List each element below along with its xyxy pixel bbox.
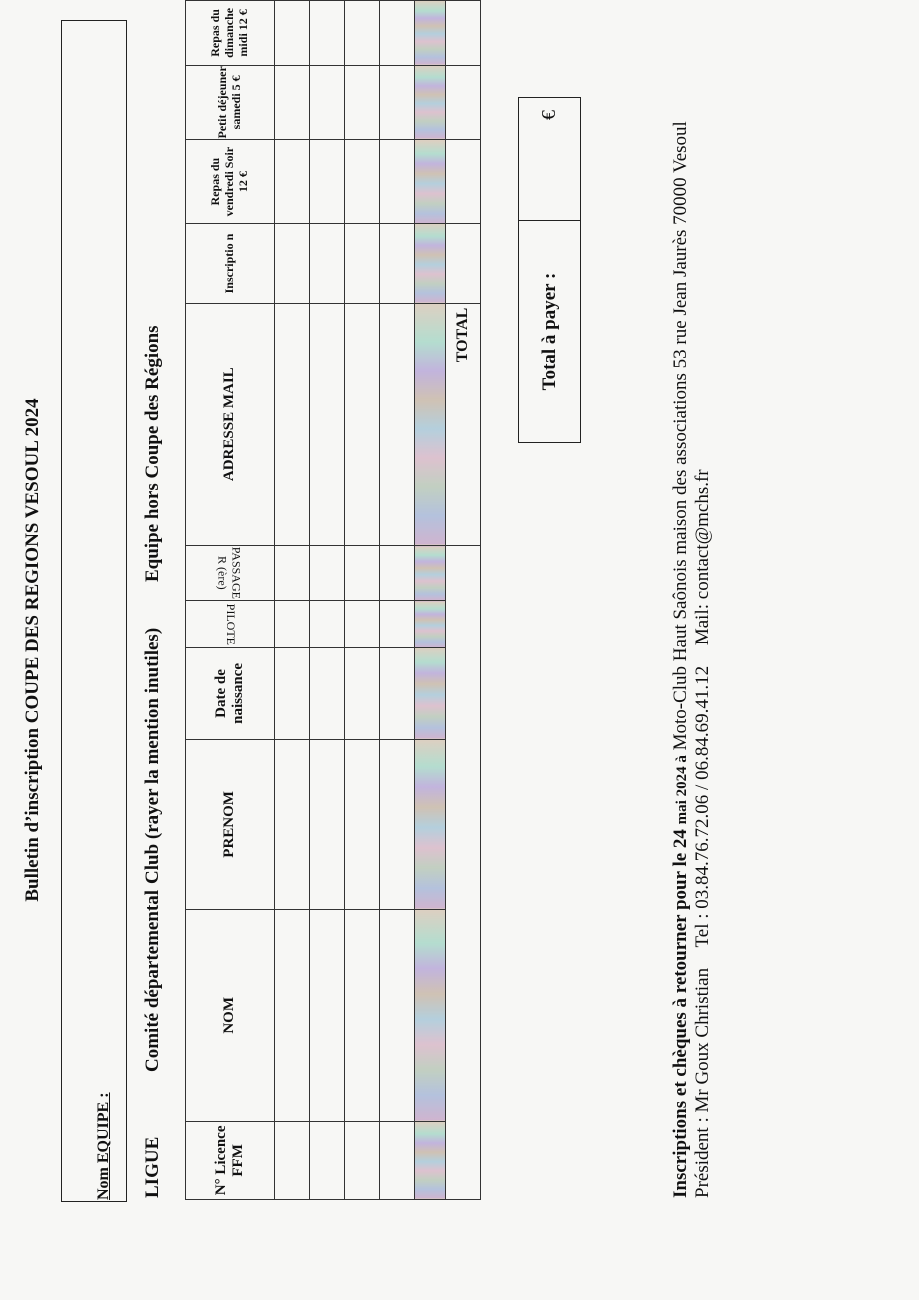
- header-naissance: Date de naissance: [186, 648, 275, 740]
- header-repas-dimanche: Repas du dimanche midi 12 €: [186, 1, 275, 66]
- cell-prenom[interactable]: [275, 739, 310, 909]
- header-prenom: PRENOM: [186, 739, 275, 909]
- form-title: Bulletin d’inscription COUPE DES REGIONS VESOUL 2024: [22, 398, 43, 902]
- cell-nom[interactable]: [275, 909, 310, 1121]
- header-nom: NOM: [186, 909, 275, 1121]
- table-row: [275, 1, 310, 1200]
- cell-passager[interactable]: [310, 545, 345, 600]
- return-instructions: [670, 121, 692, 1198]
- total-to-pay-box: [518, 97, 581, 443]
- cell-licence[interactable]: [380, 1121, 415, 1199]
- cell-passager[interactable]: [345, 545, 380, 600]
- cell-repas-vendredi[interactable]: [275, 139, 310, 224]
- cell-prenom[interactable]: [380, 739, 415, 909]
- cell-pilote[interactable]: [310, 601, 345, 648]
- team-name-label: Nom EQUIPE :: [95, 1092, 112, 1200]
- phone-numbers: Tel : 03.84.76.72.06 / 06.84.69.41.12: [692, 665, 713, 948]
- category-club: Club (rayer la mention inutiles): [142, 627, 163, 884]
- total-label: TOTAL: [446, 303, 481, 545]
- category-comite: Comité départemental: [142, 889, 163, 1072]
- header-repas-vendredi: Repas du vendredi Soir 12 €: [186, 139, 275, 224]
- cell-mail[interactable]: [345, 303, 380, 545]
- cell-pilote[interactable]: [275, 601, 310, 648]
- table-row: [310, 1, 345, 1200]
- cell-repas-vendredi[interactable]: [415, 139, 446, 224]
- cell-nom[interactable]: [380, 909, 415, 1121]
- cell-licence[interactable]: [345, 1121, 380, 1199]
- cell-pilote[interactable]: [380, 601, 415, 648]
- table-row: [345, 1, 380, 1200]
- total-inscription[interactable]: [446, 224, 481, 303]
- cell-naissance[interactable]: [345, 648, 380, 740]
- cell-nom[interactable]: [310, 909, 345, 1121]
- return-deadline: Inscriptions et chèques à retourner pour le 24: [670, 829, 691, 1198]
- cell-inscription[interactable]: [275, 224, 310, 303]
- category-equipe: Equipe hors Coupe des Régions: [142, 325, 163, 582]
- cell-pilote[interactable]: [415, 601, 446, 648]
- cell-naissance[interactable]: [310, 648, 345, 740]
- cell-repas-dimanche[interactable]: [275, 1, 310, 66]
- table-row-shaded: [415, 1, 446, 1200]
- cell-repas-dimanche[interactable]: [380, 1, 415, 66]
- cell-mail[interactable]: [275, 303, 310, 545]
- total-petit-dejeuner[interactable]: [446, 65, 481, 139]
- cell-inscription[interactable]: [310, 224, 345, 303]
- cell-licence[interactable]: [310, 1121, 345, 1199]
- header-mail: ADRESSE MAIL: [186, 303, 275, 545]
- total-repas-vendredi[interactable]: [446, 139, 481, 224]
- cell-petit-dejeuner[interactable]: [415, 65, 446, 139]
- club-address: Moto-Club Haut Saônois maison des associations 53 rue Jean Jaurès 70000 Vesoul: [670, 121, 691, 751]
- total-repas-dimanche[interactable]: [446, 1, 481, 66]
- return-deadline-month: mai 2024 à: [674, 755, 690, 825]
- header-licence: N° Licence FFM: [186, 1121, 275, 1199]
- team-name-box[interactable]: [61, 20, 127, 1202]
- cell-naissance[interactable]: [380, 648, 415, 740]
- table-header-row: [186, 1, 275, 1200]
- total-to-pay-amount[interactable]: [519, 98, 580, 220]
- contact-line: [692, 469, 714, 1198]
- cell-inscription[interactable]: [380, 224, 415, 303]
- registration-table: [185, 0, 475, 1200]
- cell-passager[interactable]: [415, 545, 446, 600]
- table-row: [380, 1, 415, 1200]
- cell-repas-vendredi[interactable]: [380, 139, 415, 224]
- cell-repas-vendredi[interactable]: [310, 139, 345, 224]
- header-passager-text: PASSAGE R (ère): [216, 546, 245, 600]
- header-inscription: Inscriptio n: [186, 224, 275, 303]
- cell-naissance[interactable]: [275, 648, 310, 740]
- cell-repas-vendredi[interactable]: [345, 139, 380, 224]
- cell-mail[interactable]: [310, 303, 345, 545]
- cell-repas-dimanche[interactable]: [415, 1, 446, 66]
- cell-prenom[interactable]: [345, 739, 380, 909]
- cell-mail[interactable]: [380, 303, 415, 545]
- cell-nom[interactable]: [415, 909, 446, 1121]
- cell-prenom[interactable]: [415, 739, 446, 909]
- cell-mail[interactable]: [415, 303, 446, 545]
- total-spacer: [446, 545, 481, 1199]
- header-petit-dejeuner: Petit déjeuner samedi 5 €: [186, 65, 275, 139]
- cell-petit-dejeuner[interactable]: [275, 65, 310, 139]
- cell-nom[interactable]: [345, 909, 380, 1121]
- cell-prenom[interactable]: [310, 739, 345, 909]
- cell-inscription[interactable]: [415, 224, 446, 303]
- cell-naissance[interactable]: [415, 648, 446, 740]
- cell-inscription[interactable]: [345, 224, 380, 303]
- president-name: Président : Mr Goux Christian: [692, 967, 713, 1198]
- category-ligue: LIGUE: [142, 1136, 163, 1198]
- table-total-row: [446, 1, 481, 1200]
- euro-sign: €: [538, 110, 560, 120]
- header-pilote: [186, 601, 275, 648]
- cell-licence[interactable]: [275, 1121, 310, 1199]
- header-pilote-text: PILOTE: [224, 603, 239, 645]
- cell-petit-dejeuner[interactable]: [380, 65, 415, 139]
- cell-repas-dimanche[interactable]: [345, 1, 380, 66]
- contact-email: Mail: contact@mchs.fr: [692, 469, 713, 646]
- cell-petit-dejeuner[interactable]: [345, 65, 380, 139]
- cell-licence[interactable]: [415, 1121, 446, 1199]
- cell-passager[interactable]: [275, 545, 310, 600]
- header-passager: [186, 545, 275, 600]
- cell-repas-dimanche[interactable]: [310, 1, 345, 66]
- cell-pilote[interactable]: [345, 601, 380, 648]
- cell-passager[interactable]: [380, 545, 415, 600]
- cell-petit-dejeuner[interactable]: [310, 65, 345, 139]
- total-to-pay-label: Total à payer :: [519, 220, 580, 442]
